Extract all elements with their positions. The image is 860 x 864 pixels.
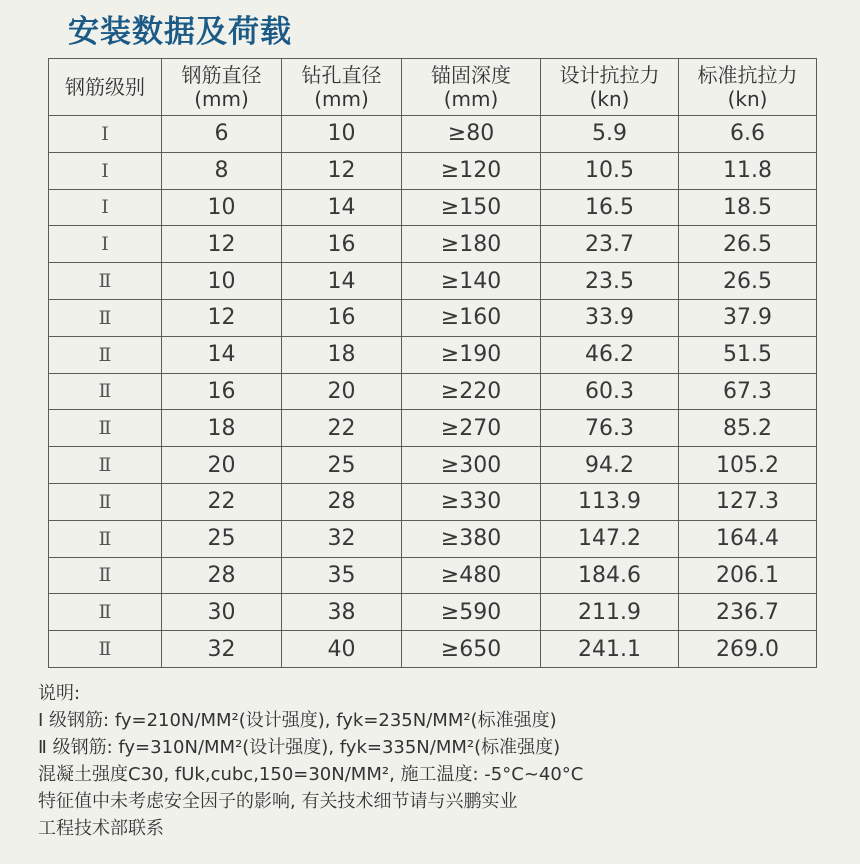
table-body <box>49 116 817 668</box>
rebar-diameter-cell: 25 <box>162 520 282 557</box>
drill-diameter-cell: 12 <box>282 152 402 189</box>
rebar-diameter-cell: 12 <box>162 299 282 336</box>
table-row <box>49 299 817 336</box>
drill-diameter-cell: 28 <box>282 483 402 520</box>
design-tension-cell: 60.3 <box>541 373 679 410</box>
rebar-diameter-cell: 6 <box>162 116 282 153</box>
drill-diameter-cell: 35 <box>282 557 402 594</box>
design-tension-cell: 23.7 <box>541 226 679 263</box>
grade-cell: Ⅰ <box>49 226 162 263</box>
table-row <box>49 263 817 300</box>
page-title: 安装数据及荷载 <box>68 14 292 50</box>
standard-tension-cell: 51.5 <box>679 336 817 373</box>
design-tension-cell: 10.5 <box>541 152 679 189</box>
design-tension-cell: 147.2 <box>541 520 679 557</box>
installation-load-table <box>48 58 817 668</box>
grade-cell: Ⅰ <box>49 189 162 226</box>
table-row <box>49 520 817 557</box>
rebar-diameter-cell: 28 <box>162 557 282 594</box>
standard-tension-cell: 269.0 <box>679 631 817 668</box>
anchor-depth-cell: ≥480 <box>402 557 541 594</box>
standard-tension-cell: 11.8 <box>679 152 817 189</box>
drill-diameter-cell: 10 <box>282 116 402 153</box>
notes-section <box>38 680 583 842</box>
column-header-label: 钢筋级别 <box>65 75 145 99</box>
grade-cell: Ⅱ <box>49 557 162 594</box>
column-header-unit: (mm) <box>194 87 249 111</box>
standard-tension-cell: 164.4 <box>679 520 817 557</box>
column-header <box>282 59 402 116</box>
rebar-diameter-cell: 20 <box>162 447 282 484</box>
notes-line-grade-2: Ⅱ 级钢筋: fy=310N/MM²(设计强度), fyk=335N/MM²(标准强度) <box>38 737 561 758</box>
anchor-depth-cell: ≥650 <box>402 631 541 668</box>
rebar-diameter-cell: 18 <box>162 410 282 447</box>
standard-tension-cell: 85.2 <box>679 410 817 447</box>
notes-line-concrete: 混凝土强度C30, fUk,cubc,150=30N/MM², 施工温度: -5°C~40°C <box>38 764 584 785</box>
anchor-depth-cell: ≥160 <box>402 299 541 336</box>
standard-tension-cell: 206.1 <box>679 557 817 594</box>
column-header <box>541 59 679 116</box>
anchor-depth-cell: ≥140 <box>402 263 541 300</box>
grade-cell: Ⅱ <box>49 631 162 668</box>
table-row <box>49 410 817 447</box>
notes-heading: 说明: <box>38 683 81 704</box>
grade-cell: Ⅱ <box>49 373 162 410</box>
drill-diameter-cell: 16 <box>282 299 402 336</box>
drill-diameter-cell: 20 <box>282 373 402 410</box>
grade-cell: Ⅱ <box>49 483 162 520</box>
notes-line-safety: 特征值中未考虑安全因子的影响, 有关技术细节请与兴鹏实业 <box>38 791 518 812</box>
standard-tension-cell: 105.2 <box>679 447 817 484</box>
standard-tension-cell: 67.3 <box>679 373 817 410</box>
table-row <box>49 594 817 631</box>
rebar-diameter-cell: 10 <box>162 263 282 300</box>
design-tension-cell: 211.9 <box>541 594 679 631</box>
table-row <box>49 116 817 153</box>
standard-tension-cell: 236.7 <box>679 594 817 631</box>
column-header-unit: (mm) <box>443 87 499 111</box>
standard-tension-cell: 26.5 <box>679 226 817 263</box>
table-row <box>49 447 817 484</box>
table-row <box>49 557 817 594</box>
drill-diameter-cell: 16 <box>282 226 402 263</box>
notes-line-grade-1: Ⅰ 级钢筋: fy=210N/MM²(设计强度), fyk=235N/MM²(标准强度) <box>38 710 557 731</box>
rebar-diameter-cell: 8 <box>162 152 282 189</box>
column-header-label: 设计抗拉力 <box>559 63 660 87</box>
grade-cell: Ⅱ <box>49 520 162 557</box>
grade-cell: Ⅰ <box>49 152 162 189</box>
drill-diameter-cell: 38 <box>282 594 402 631</box>
design-tension-cell: 241.1 <box>541 631 679 668</box>
anchor-depth-cell: ≥180 <box>402 226 541 263</box>
drill-diameter-cell: 14 <box>282 263 402 300</box>
column-header-label: 钻孔直径 <box>301 63 382 87</box>
grade-cell: Ⅱ <box>49 299 162 336</box>
column-header <box>402 59 541 116</box>
grade-cell: Ⅱ <box>49 447 162 484</box>
anchor-depth-cell: ≥150 <box>402 189 541 226</box>
standard-tension-cell: 26.5 <box>679 263 817 300</box>
grade-cell: Ⅱ <box>49 594 162 631</box>
table-row <box>49 226 817 263</box>
column-header-unit: (kn) <box>727 87 768 111</box>
design-tension-cell: 16.5 <box>541 189 679 226</box>
drill-diameter-cell: 14 <box>282 189 402 226</box>
design-tension-cell: 46.2 <box>541 336 679 373</box>
anchor-depth-cell: ≥380 <box>402 520 541 557</box>
notes-line-contact: 工程技术部联系 <box>38 818 164 839</box>
column-header-label: 标准抗拉力 <box>697 63 798 87</box>
anchor-depth-cell: ≥120 <box>402 152 541 189</box>
standard-tension-cell: 6.6 <box>679 116 817 153</box>
table-row <box>49 631 817 668</box>
drill-diameter-cell: 18 <box>282 336 402 373</box>
design-tension-cell: 94.2 <box>541 447 679 484</box>
column-header <box>162 59 282 116</box>
grade-cell: Ⅰ <box>49 116 162 153</box>
anchor-depth-cell: ≥270 <box>402 410 541 447</box>
anchor-depth-cell: ≥220 <box>402 373 541 410</box>
design-tension-cell: 113.9 <box>541 483 679 520</box>
standard-tension-cell: 37.9 <box>679 299 817 336</box>
grade-cell: Ⅱ <box>49 410 162 447</box>
table-row <box>49 189 817 226</box>
table-row <box>49 152 817 189</box>
column-header <box>49 59 162 116</box>
design-tension-cell: 76.3 <box>541 410 679 447</box>
design-tension-cell: 33.9 <box>541 299 679 336</box>
standard-tension-cell: 18.5 <box>679 189 817 226</box>
drill-diameter-cell: 25 <box>282 447 402 484</box>
rebar-diameter-cell: 10 <box>162 189 282 226</box>
column-header-label: 钢筋直径 <box>181 63 262 87</box>
rebar-diameter-cell: 32 <box>162 631 282 668</box>
rebar-diameter-cell: 16 <box>162 373 282 410</box>
rebar-diameter-cell: 12 <box>162 226 282 263</box>
anchor-depth-cell: ≥330 <box>402 483 541 520</box>
rebar-diameter-cell: 14 <box>162 336 282 373</box>
anchor-depth-cell: ≥590 <box>402 594 541 631</box>
rebar-diameter-cell: 22 <box>162 483 282 520</box>
column-header-unit: (kn) <box>589 87 630 111</box>
standard-tension-cell: 127.3 <box>679 483 817 520</box>
column-header-label: 锚固深度 <box>431 63 511 87</box>
design-tension-cell: 184.6 <box>541 557 679 594</box>
rebar-diameter-cell: 30 <box>162 594 282 631</box>
design-tension-cell: 5.9 <box>541 116 679 153</box>
table-header-row <box>49 59 817 116</box>
design-tension-cell: 23.5 <box>541 263 679 300</box>
grade-cell: Ⅱ <box>49 336 162 373</box>
table-row <box>49 483 817 520</box>
drill-diameter-cell: 40 <box>282 631 402 668</box>
drill-diameter-cell: 32 <box>282 520 402 557</box>
grade-cell: Ⅱ <box>49 263 162 300</box>
column-header <box>679 59 817 116</box>
table-row <box>49 336 817 373</box>
column-header-unit: (mm) <box>314 87 369 111</box>
table-row <box>49 373 817 410</box>
anchor-depth-cell: ≥300 <box>402 447 541 484</box>
anchor-depth-cell: ≥80 <box>402 116 541 153</box>
drill-diameter-cell: 22 <box>282 410 402 447</box>
anchor-depth-cell: ≥190 <box>402 336 541 373</box>
